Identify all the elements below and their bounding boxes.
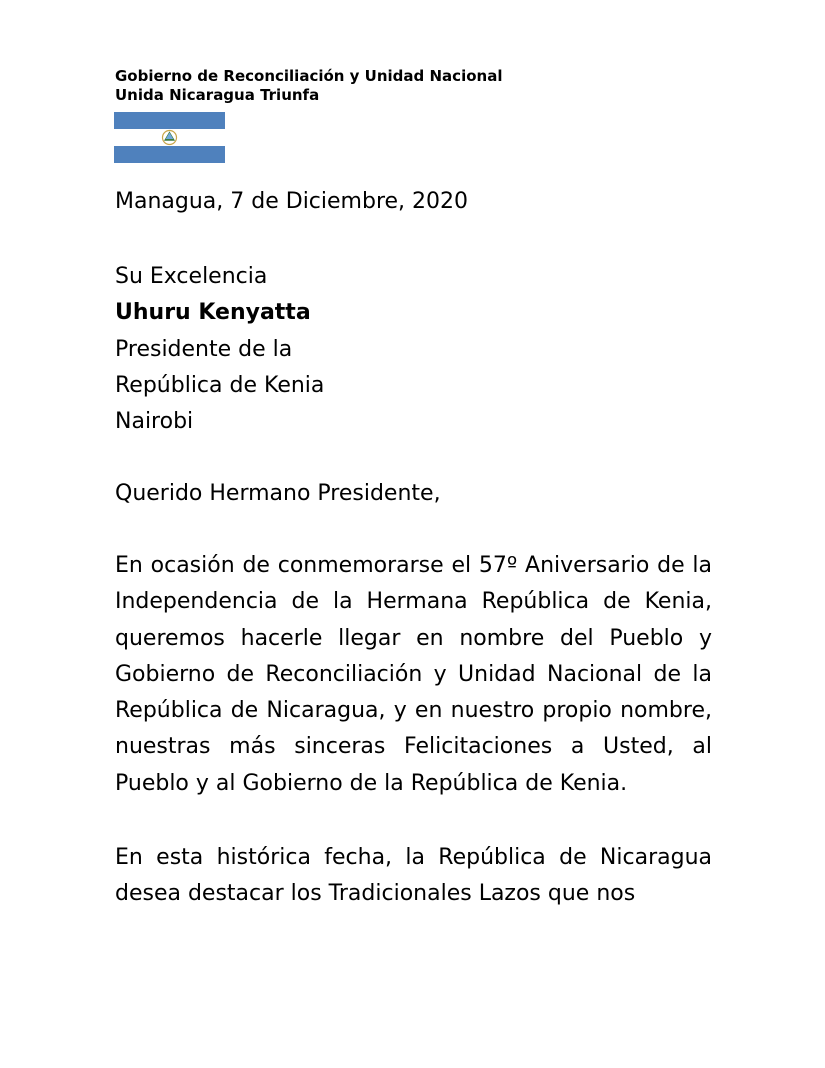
letterhead-government-name: Gobierno de Reconciliación y Unidad Nacional [115,67,503,85]
recipient-position-line2: República de Kenia [115,372,325,398]
recipient-city: Nairobi [115,409,194,435]
letterhead [115,67,502,105]
letter-paragraph-2: En esta histórica fecha, la República de Nicaragua desea destacar los Tradicionales Lazos que nos [115,845,712,907]
recipient-block [115,259,712,440]
letterhead-motto: Unida Nicaragua Triunfa [115,86,320,104]
recipient-name: Uhuru Kenyatta [115,300,311,326]
letter-paragraph-1: En ocasión de conmemorarse el 57º Aniversario de la Independencia de la Hermana República de Kenia, queremos hacerle llegar en nombre del Pueblo y Gobierno de Reconciliación y Unidad Nacional de la República de Nicaragua, y en nuestro propio nombre, nuestras más sinceras Felicitaciones a Usted, al Pueblo y al Gobierno de la República de Kenia. [115,553,712,796]
letter-salutation: Querido Hermano Presidente, [115,481,441,506]
recipient-position-line1: Presidente de la [115,336,293,362]
recipient-title: Su Excelencia [115,264,268,289]
nicaragua-flag-icon [114,112,225,163]
letter-date: Managua, 7 de Diciembre, 2020 [115,189,469,214]
